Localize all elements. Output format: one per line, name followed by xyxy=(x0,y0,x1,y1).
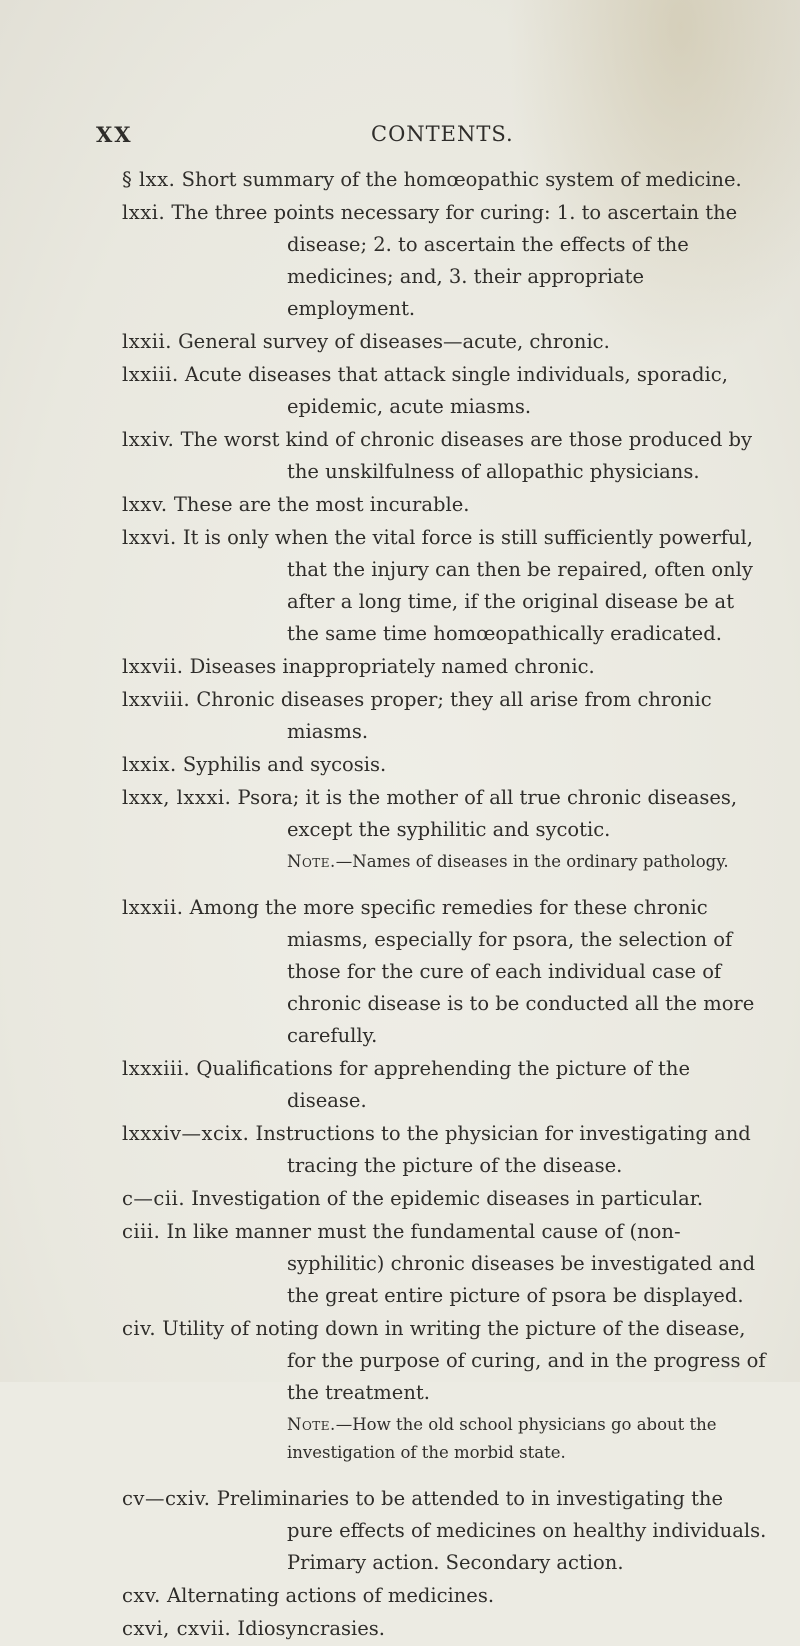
contents-entry xyxy=(122,1216,772,1312)
section-number: cxvi, cxvii. xyxy=(122,1617,232,1640)
section-title: Investigation of the epidemic diseases in particular. xyxy=(191,1187,704,1210)
section-title: The worst kind of chronic diseases are those produced by the unskilfulness of allopathic physicians. xyxy=(180,428,753,483)
section-title: These are the most incurable. xyxy=(173,493,470,516)
section-title: Utility of noting down in writing the picture of the disease, for the purpose of curing, and in the progress of the treatment. xyxy=(162,1317,766,1404)
page-number: XX xyxy=(96,122,133,147)
section-number: lxxviii. xyxy=(122,688,191,711)
section-title: In like manner must the fundamental cause of (non-syphilitic) chronic diseases be investigated and the great entire picture of psora be displayed. xyxy=(166,1220,756,1307)
contents-entry xyxy=(122,1580,772,1612)
contents-entry xyxy=(122,489,772,521)
note-text: —How the old school physicians go about the investigation of the morbid state. xyxy=(287,1415,717,1462)
contents-entry xyxy=(122,326,772,358)
contents-entry xyxy=(122,782,772,846)
section-title: Short summary of the homœopathic system of medicine. xyxy=(181,168,742,191)
footnote xyxy=(287,1411,752,1467)
contents-entry xyxy=(122,1053,772,1117)
section-title: Idiosyncrasies. xyxy=(237,1617,385,1640)
contents-entry xyxy=(122,1613,772,1645)
section-number: lxxvii. xyxy=(122,655,184,678)
section-number: civ. xyxy=(122,1317,157,1340)
section-title: The three points necessary for curing: 1. to ascertain the disease; 2. to ascertain the effects of the medicines; and, 3. their appropriate employment. xyxy=(171,201,738,320)
section-number: lxxxii. xyxy=(122,896,184,919)
contents-entry xyxy=(122,424,772,488)
section-title: Preliminaries to be attended to in investigating the pure effects of medicines on healthy individuals. Primary action. Secondary action. xyxy=(216,1487,767,1574)
section-number: § lxx. xyxy=(122,168,176,191)
section-number: lxxi. xyxy=(122,201,166,224)
contents-entry xyxy=(100,164,772,196)
section-number: lxxiv. xyxy=(122,428,175,451)
section-number: lxxxiii. xyxy=(122,1057,191,1080)
contents-entry xyxy=(122,749,772,781)
section-number: lxxix. xyxy=(122,753,177,776)
section-number: lxxvi. xyxy=(122,526,177,549)
contents-entry xyxy=(122,1313,772,1409)
section-title: Psora; it is the mother of all true chronic diseases, except the syphilitic and sycotic. xyxy=(237,786,738,841)
contents-entry xyxy=(122,359,772,423)
section-title: Instructions to the physician for investigating and tracing the picture of the disease. xyxy=(255,1122,751,1177)
section-number: cv—cxiv. xyxy=(122,1487,211,1510)
contents-entry xyxy=(122,684,772,748)
page-header xyxy=(96,122,696,152)
note-label: Note. xyxy=(287,1415,336,1434)
section-number: lxxx, lxxxi. xyxy=(122,786,232,809)
section-number: lxxiii. xyxy=(122,363,179,386)
contents-entry xyxy=(122,1483,772,1579)
contents-entry xyxy=(122,1183,772,1215)
section-number: lxxv. xyxy=(122,493,168,516)
section-number: lxxxiv—xcix. xyxy=(122,1122,250,1145)
section-title: Qualifications for apprehending the picture of the disease. xyxy=(196,1057,690,1112)
footnote xyxy=(287,848,772,876)
contents-entry xyxy=(122,892,772,1052)
contents-list xyxy=(52,164,772,1646)
contents-entry xyxy=(122,522,772,650)
note-label: Note. xyxy=(287,852,336,871)
contents-entry xyxy=(122,651,772,683)
section-title: Alternating actions of medicines. xyxy=(167,1584,495,1607)
contents-entry xyxy=(122,197,772,325)
section-title: Syphilis and sycosis. xyxy=(182,753,387,776)
section-title: It is only when the vital force is still sufficiently powerful, that the injury can then be repaired, often only after a long time, if the original disease be at the same time homœopathically eradicated. xyxy=(182,526,753,645)
section-title: Acute diseases that attack single individuals, sporadic, epidemic, acute miasms. xyxy=(184,363,728,418)
section-number: cxv. xyxy=(122,1584,161,1607)
section-number: lxxii. xyxy=(122,330,172,353)
contents-entry xyxy=(122,1118,772,1182)
note-text: —Names of diseases in the ordinary pathology. xyxy=(335,852,729,871)
section-number: c—cii. xyxy=(122,1187,186,1210)
section-title: Diseases inappropriately named chronic. xyxy=(189,655,595,678)
section-title: Among the more specific remedies for these chronic miasms, especially for psora, the selection of those for the cure of each individual case of chronic disease is to be conducted all the more carefully. xyxy=(189,896,755,1047)
section-number: ciii. xyxy=(122,1220,161,1243)
running-head: CONTENTS. xyxy=(371,122,514,146)
section-title: Chronic diseases proper; they all arise from chronic miasms. xyxy=(196,688,712,743)
section-title: General survey of diseases—acute, chronic. xyxy=(178,330,610,353)
